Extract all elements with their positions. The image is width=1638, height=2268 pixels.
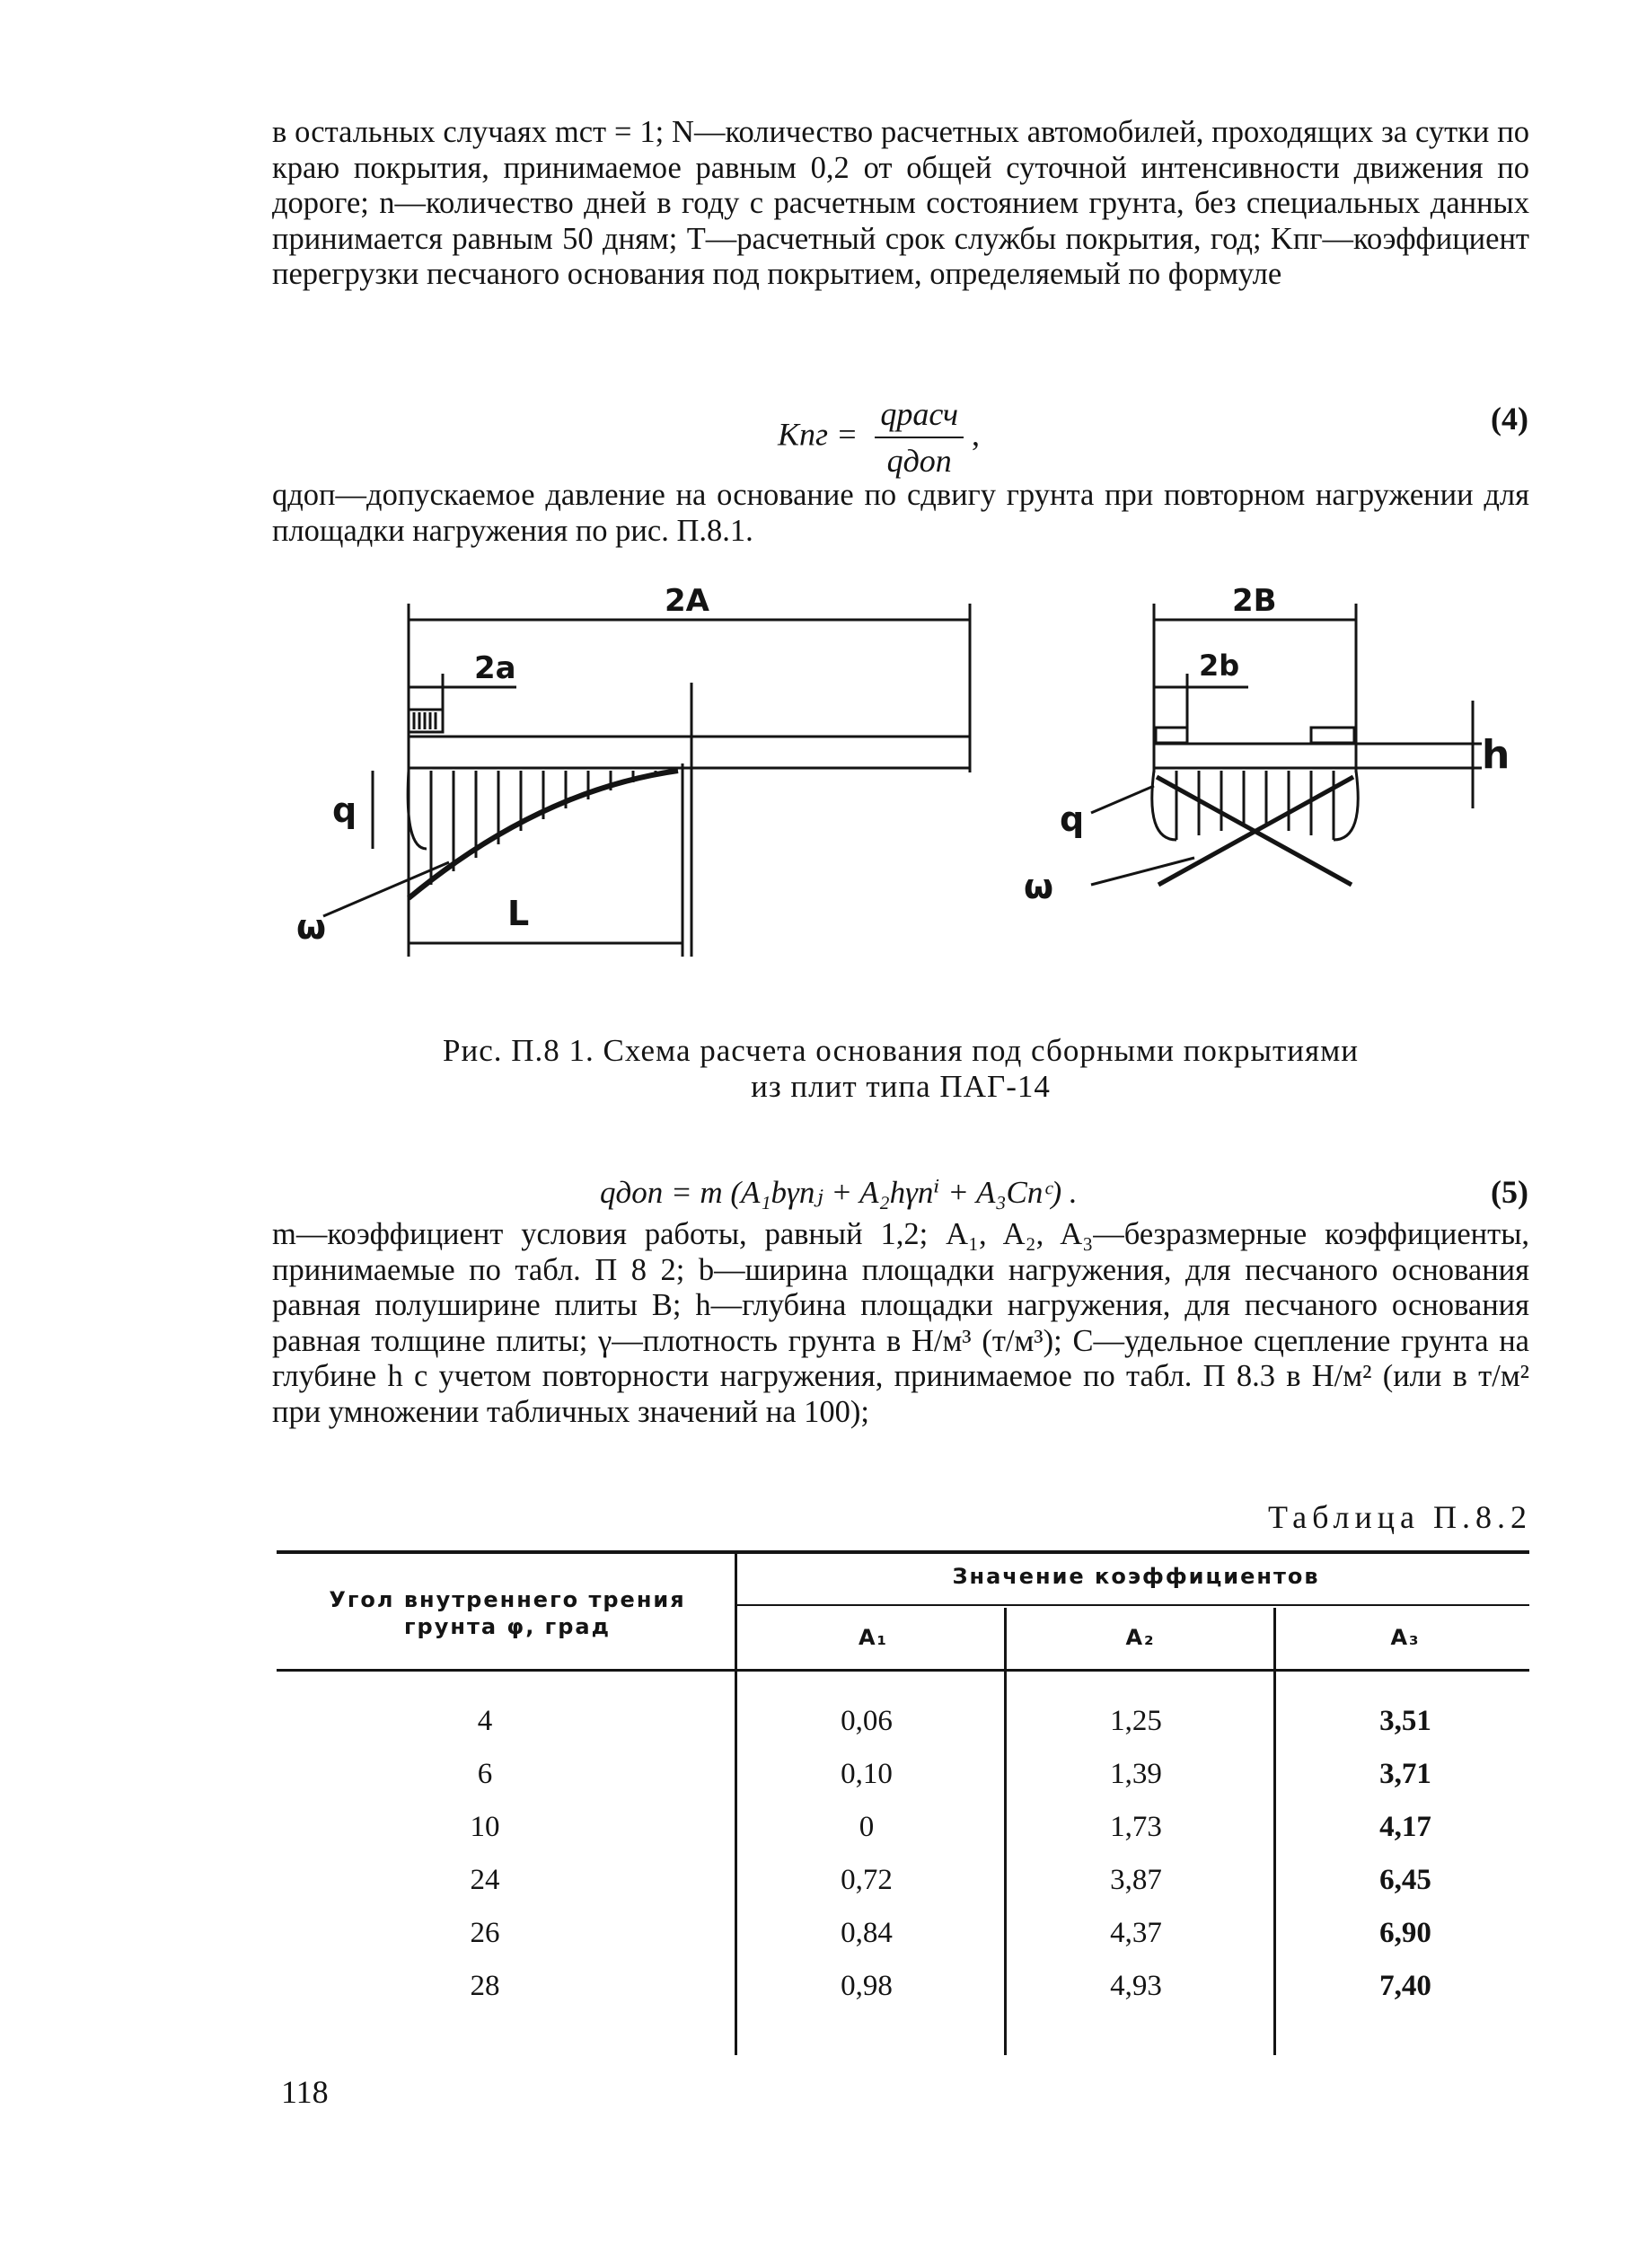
table-header-rule <box>277 1669 1529 1672</box>
paragraph-1-text: в остальных случаях mст = 1; N—количество расчетных автомобилей, проходящих за сутки по краю покрытия, принимаемое равным 0,2 от общей суточной интенсивности движения по дороге; n—количество дней в году с расчетным состоянием грунта, без специальных данных принимается равным 50 дням; T—расчетный срок службы покрытия, год; Kпг—коэффициент перегрузки песчаного основания под покрытием, определяемый по формуле <box>272 115 1529 291</box>
page-number: 118 <box>281 2074 329 2110</box>
table-row-1-a3: 3,51 <box>1379 1705 1431 1737</box>
table-title: Таблица П.8.2 <box>1268 1499 1532 1535</box>
table-row-2-a1: 0,10 <box>841 1758 893 1790</box>
table-row-5-a1: 0,84 <box>841 1917 893 1949</box>
table-col-divider-1 <box>735 1552 737 2055</box>
pressure-curve-left <box>408 771 427 849</box>
table-row-1-angle: 4 <box>477 1705 493 1737</box>
label-2A: 2A <box>665 583 709 619</box>
left-scheme <box>323 604 970 957</box>
table-row-6-angle: 28 <box>470 1970 500 2002</box>
table-row-5-angle: 26 <box>470 1917 500 1949</box>
table-row-5-a2: 4,37 <box>1110 1917 1162 1949</box>
q-leader-right <box>1091 786 1154 813</box>
right-scheme <box>1091 604 1482 885</box>
formula-4-lhs: Kпг = <box>778 416 859 453</box>
table-row-4-angle: 24 <box>470 1864 500 1896</box>
figure-caption-line-1: Рис. П.8 1. Схема расчета основания под сборными покрытиями <box>443 1033 1359 1068</box>
omega-leader-left <box>323 862 449 916</box>
formula-5-number: (5) <box>1491 1174 1528 1210</box>
formula-4-tail: , <box>972 416 981 453</box>
formula-4-denominator: qдоп <box>886 443 952 479</box>
table-row-6-a2: 4,93 <box>1110 1970 1162 2002</box>
figure-caption-line-2: из плит типа ПАГ-14 <box>751 1069 1051 1104</box>
table-top-rule <box>277 1550 1529 1554</box>
table-group-rule <box>736 1604 1529 1606</box>
table-row-2-a2: 1,39 <box>1110 1758 1162 1790</box>
table-row-1-a2: 1,25 <box>1110 1705 1162 1737</box>
formula-4-number: (4) <box>1491 401 1528 437</box>
table-header-angle: Угол внутреннего трения грунта φ, град <box>329 1587 686 1639</box>
paragraph-3-text: m—коэффициент условия работы, равный 1,2; A₁, A₂, A₃—безразмерные коэффициенты, принимаемые по табл. П 8 2; b—ширина площадки нагружения, для песчаного основания равная полуширине плиты B; h—глубина площадки нагружения, для песчаного основания равная толщине плиты; γ—плотность грунта в Н/м³ (т/м³); C—удельное сцепление грунта на глубине h с учетом повторности нагружения, принимаемое по табл. П 8.3 в Н/м² (или в т/м² при умножении табличных значений на 100); <box>272 1217 1529 1429</box>
table-col-divider-3 <box>1273 1608 1276 2055</box>
table-row-4-a3: 6,45 <box>1379 1864 1431 1896</box>
table-row-6-a3: 7,40 <box>1379 1970 1431 2002</box>
table-row-4-a2: 3,87 <box>1110 1864 1162 1896</box>
paragraph-2-text: qдоп—допускаемое давление на основание по сдвигу грунта при повторном нагружении для площадки нагружения по рис. П.8.1. <box>272 478 1529 548</box>
table-row-6-a1: 0,98 <box>841 1970 893 2002</box>
paragraph-definitions <box>272 1217 1529 1430</box>
table-subheader-a2: A₂ <box>1125 1625 1156 1650</box>
table-row-3-a3: 4,17 <box>1379 1811 1431 1843</box>
label-omega-right: ω <box>1024 867 1054 906</box>
table-col-divider-2 <box>1004 1608 1007 2055</box>
label-2a: 2a <box>474 650 516 686</box>
formula-5: qдоп = m (A₁bγnⱼ + A₂hγnⁱ + A₃Cnᶜ) . <box>600 1175 1078 1210</box>
table-row-2-a3: 3,71 <box>1379 1758 1431 1790</box>
table-row-1-a1: 0,06 <box>841 1705 893 1737</box>
label-omega-left: ω <box>296 907 327 947</box>
label-q-right: q <box>1060 799 1085 839</box>
wheel-footprint-right-a <box>1156 728 1187 743</box>
table-row-3-a1: 0 <box>859 1811 875 1843</box>
table-header-group: Значение коэффициентов <box>952 1564 1320 1589</box>
figure-caption <box>272 1033 1529 1105</box>
table-subheader-a3: A₃ <box>1390 1625 1421 1650</box>
label-L: L <box>507 894 530 933</box>
label-2b: 2b <box>1199 649 1240 683</box>
table-row-5-a3: 6,90 <box>1379 1917 1431 1949</box>
table-row-2-angle: 6 <box>477 1758 493 1790</box>
label-2B: 2B <box>1232 583 1277 619</box>
wheel-footprint-right-b <box>1311 728 1354 743</box>
label-q-left: q <box>332 790 357 830</box>
table-subheader-a1: A₁ <box>858 1625 889 1650</box>
formula-4-numerator: qрасч <box>875 395 964 438</box>
table-row-3-a2: 1,73 <box>1110 1811 1162 1843</box>
table-row-3-angle: 10 <box>470 1811 500 1843</box>
label-h: h <box>1482 732 1510 778</box>
table-row-4-a1: 0,72 <box>841 1864 893 1896</box>
